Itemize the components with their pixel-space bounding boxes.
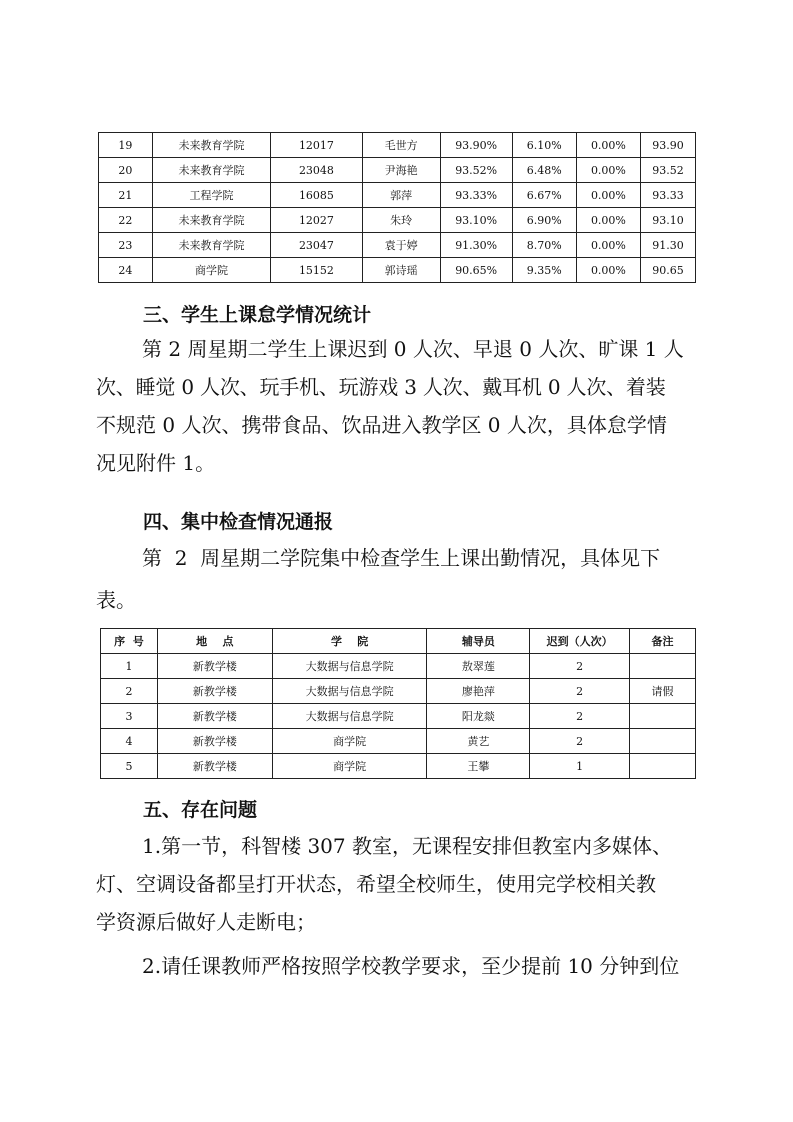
table-cell: 未来教育学院 <box>152 158 271 183</box>
table-cell: 90.65 <box>641 258 696 283</box>
table-cell: 0.00% <box>576 183 640 208</box>
section-3-line: 不规范 0 人次、携带食品、饮品进入教学区 0 人次，具体怠学情 <box>96 413 667 437</box>
section-5-item-1-line: 学资源后做好人走断电； <box>96 910 316 934</box>
table-cell: 未来教育学院 <box>152 208 271 233</box>
table-cell <box>630 704 696 729</box>
table-row <box>101 729 696 754</box>
table-cell: 19 <box>99 133 153 158</box>
table-cell: 24 <box>99 258 153 283</box>
table-cell: 16085 <box>271 183 362 208</box>
table-cell: 黄艺 <box>427 729 530 754</box>
table-cell: 2 <box>530 729 630 754</box>
table-cell: 郭萍 <box>362 183 440 208</box>
table-cell: 2 <box>530 704 630 729</box>
table-row <box>101 679 696 704</box>
table-cell: 0.00% <box>576 208 640 233</box>
table-cell: 敖翠莲 <box>427 654 530 679</box>
section-4-line: 表。 <box>96 588 136 612</box>
table-cell: 6.10% <box>512 133 576 158</box>
section-4-heading: 四、集中检查情况通报 <box>143 511 334 533</box>
col-header-late-count: 迟到（人次） <box>530 629 630 654</box>
col-header-remark: 备注 <box>630 629 696 654</box>
section-3-line: 次、睡觉 0 人次、玩手机、玩游戏 3 人次、戴耳机 0 人次、着装 <box>96 375 666 399</box>
table-cell: 20 <box>99 158 153 183</box>
table-cell: 商学院 <box>272 729 427 754</box>
section-3-heading: 三、学生上课怠学情况统计 <box>143 304 372 326</box>
table-cell: 6.48% <box>512 158 576 183</box>
table-row <box>101 754 696 779</box>
table-row <box>101 704 696 729</box>
table-row <box>99 158 696 183</box>
inspection-table <box>100 628 696 779</box>
table-cell: 王攀 <box>427 754 530 779</box>
table-row <box>99 233 696 258</box>
table-cell: 0.00% <box>576 133 640 158</box>
table-cell: 90.65% <box>440 258 512 283</box>
table-cell: 6.67% <box>512 183 576 208</box>
table-cell: 尹海艳 <box>362 158 440 183</box>
section-4-paragraph <box>96 537 700 621</box>
table-cell: 9.35% <box>512 258 576 283</box>
table-row <box>99 133 696 158</box>
table-cell: 91.30 <box>641 233 696 258</box>
table-cell: 未来教育学院 <box>152 233 271 258</box>
table-cell: 2 <box>530 679 630 704</box>
table-cell: 93.10 <box>641 208 696 233</box>
table-row <box>99 258 696 283</box>
table-cell: 1 <box>530 754 630 779</box>
table-cell: 4 <box>101 729 158 754</box>
table-cell: 23047 <box>271 233 362 258</box>
table-cell: 12017 <box>271 133 362 158</box>
table-cell: 8.70% <box>512 233 576 258</box>
col-header-college: 学 院 <box>272 629 427 654</box>
section-3-line: 第 2 周星期二学生上课迟到 0 人次、早退 0 人次、旷课 1 人 <box>142 337 684 361</box>
table-row <box>99 208 696 233</box>
table-cell: 93.90 <box>641 133 696 158</box>
table-cell: 6.90% <box>512 208 576 233</box>
table-cell: 2 <box>530 654 630 679</box>
table-row <box>99 183 696 208</box>
section-3-paragraph <box>96 330 700 482</box>
table-cell: 93.33 <box>641 183 696 208</box>
table-cell: 请假 <box>630 679 696 704</box>
table-cell: 大数据与信息学院 <box>272 654 427 679</box>
table-cell: 0.00% <box>576 158 640 183</box>
table-cell: 93.10% <box>440 208 512 233</box>
inspection-table-header <box>101 629 696 654</box>
section-5-item-2 <box>96 947 700 985</box>
table-cell: 朱玲 <box>362 208 440 233</box>
table-cell <box>630 754 696 779</box>
table-cell: 新教学楼 <box>157 704 272 729</box>
table-cell: 新教学楼 <box>157 679 272 704</box>
teacher-rank-table <box>98 132 696 283</box>
section-5-item-1 <box>96 827 700 941</box>
table-cell: 未来教育学院 <box>152 133 271 158</box>
section-3-line: 况见附件 1。 <box>96 451 216 475</box>
table-cell <box>630 729 696 754</box>
col-header-index: 序 号 <box>101 629 158 654</box>
table-cell: 郭诗瑶 <box>362 258 440 283</box>
section-5-item-1-line: 灯、空调设备都呈打开状态，希望全校师生，使用完学校相关教 <box>96 872 656 896</box>
table-cell: 廖艳萍 <box>427 679 530 704</box>
table-row <box>101 654 696 679</box>
col-header-location: 地 点 <box>157 629 272 654</box>
table-cell: 93.52 <box>641 158 696 183</box>
table-cell: 新教学楼 <box>157 754 272 779</box>
table-cell: 新教学楼 <box>157 654 272 679</box>
col-header-counselor: 辅导员 <box>427 629 530 654</box>
table-cell: 15152 <box>271 258 362 283</box>
table-cell: 大数据与信息学院 <box>272 704 427 729</box>
table-cell: 工程学院 <box>152 183 271 208</box>
table-cell: 22 <box>99 208 153 233</box>
table-cell: 23 <box>99 233 153 258</box>
table-cell: 93.33% <box>440 183 512 208</box>
table-cell: 1 <box>101 654 158 679</box>
table-cell <box>630 654 696 679</box>
table-cell: 91.30% <box>440 233 512 258</box>
table-cell: 0.00% <box>576 258 640 283</box>
section-4-line: 第 2 周星期二学院集中检查学生上课出勤情况，具体见下 <box>142 546 661 570</box>
table-cell: 新教学楼 <box>157 729 272 754</box>
table-cell: 21 <box>99 183 153 208</box>
table-cell: 0.00% <box>576 233 640 258</box>
table-cell: 毛世方 <box>362 133 440 158</box>
table-cell: 阳龙燚 <box>427 704 530 729</box>
table-cell: 5 <box>101 754 158 779</box>
section-5-item-2-line: 2.请任课教师严格按照学校教学要求，至少提前 10 分钟到位 <box>142 954 680 978</box>
section-5-item-1-line: 1.第一节，科智楼 307 教室，无课程安排但教室内多媒体、 <box>142 834 672 858</box>
table-cell: 12027 <box>271 208 362 233</box>
table-cell: 23048 <box>271 158 362 183</box>
table-cell: 大数据与信息学院 <box>272 679 427 704</box>
section-5-heading: 五、存在问题 <box>143 799 258 821</box>
table-cell: 93.52% <box>440 158 512 183</box>
table-cell: 商学院 <box>272 754 427 779</box>
table-cell: 3 <box>101 704 158 729</box>
table-cell: 袁于婷 <box>362 233 440 258</box>
table-cell: 2 <box>101 679 158 704</box>
table-cell: 商学院 <box>152 258 271 283</box>
table-cell: 93.90% <box>440 133 512 158</box>
